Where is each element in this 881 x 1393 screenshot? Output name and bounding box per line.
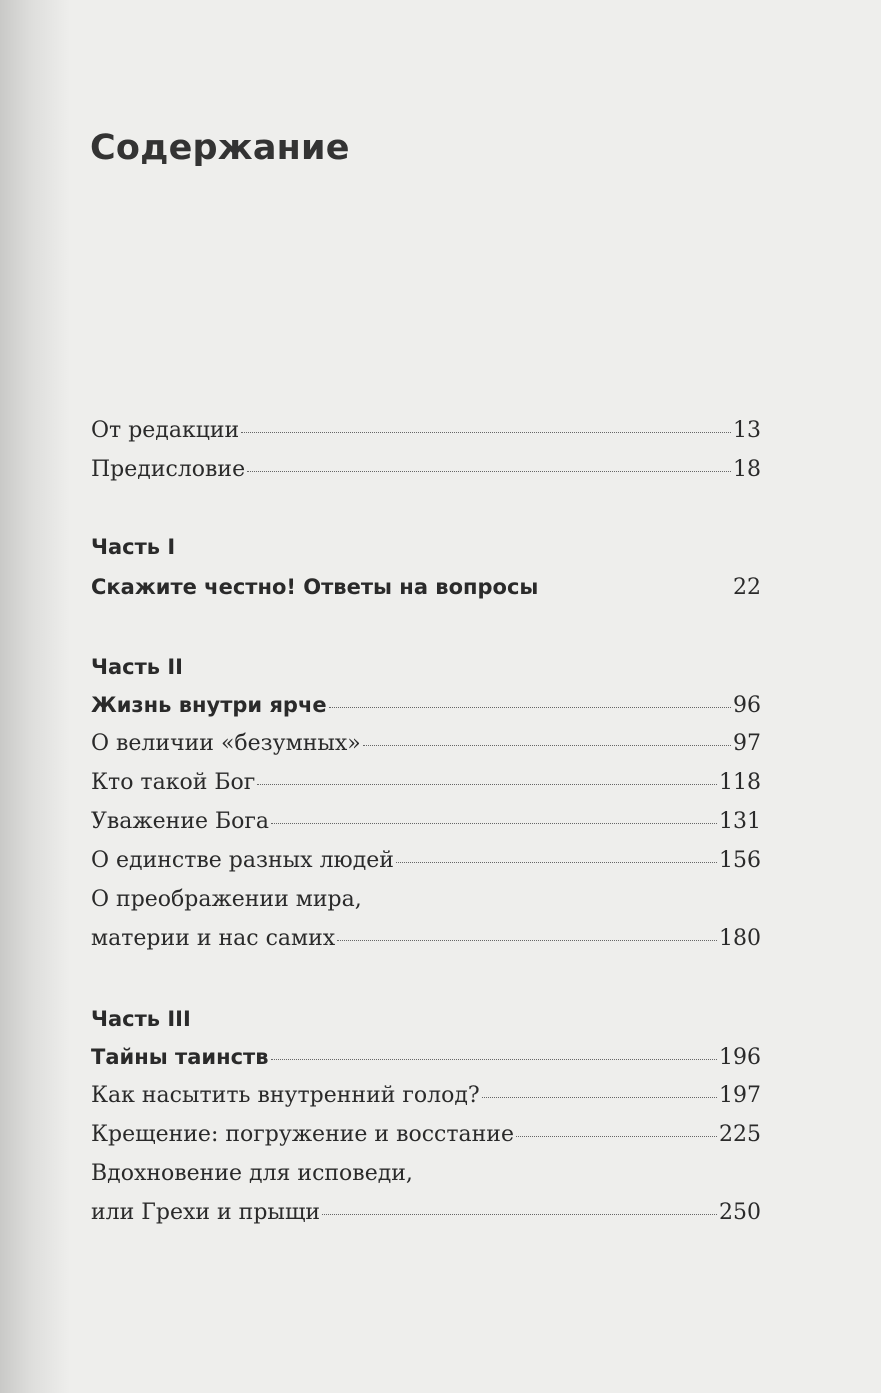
toc-entry-label: или Грехи и прыщи [91, 1200, 321, 1225]
dot-leader [241, 432, 731, 433]
toc-page-number: 96 [733, 693, 761, 718]
toc-entry-label: Кто такой Бог [91, 770, 256, 795]
toc-entry-label: Как насытить внутренний голод? [91, 1083, 480, 1108]
toc-section-mysteries[interactable] [91, 1042, 761, 1073]
toc-page-number: 196 [719, 1045, 761, 1070]
dot-leader [363, 745, 731, 746]
dot-leader [322, 1214, 717, 1215]
toc-entry-label: От редакции [91, 418, 240, 443]
toc-entry-preface[interactable] [91, 455, 761, 485]
toc-entry-baptism[interactable] [91, 1120, 761, 1150]
toc-page-number: 13 [733, 418, 761, 443]
toc-page-number: 156 [719, 848, 761, 873]
toc-entry-label: О величии «безумных» [91, 731, 361, 756]
toc-page-number: 118 [719, 770, 761, 795]
toc-entry-label: Предисловие [91, 457, 246, 482]
toc-page-number: 97 [733, 731, 761, 756]
toc-entry-respect-god[interactable] [91, 807, 761, 837]
toc-entry-label: Крещение: погружение и восстание [91, 1122, 514, 1147]
toc-entry-label: материи и нас самих [91, 926, 336, 951]
toc-entry-inner-hunger[interactable] [91, 1081, 761, 1111]
dot-leader [271, 823, 717, 824]
toc-page-number: 197 [719, 1083, 761, 1108]
toc-page-number: 131 [719, 809, 761, 834]
toc-entry-confession[interactable] [91, 1198, 761, 1228]
toc-page-number: 250 [719, 1200, 761, 1225]
toc-entry-editorial[interactable] [91, 416, 761, 446]
toc-entry-unity[interactable] [91, 846, 761, 876]
toc-page-number: 180 [719, 926, 761, 951]
dot-leader [337, 940, 717, 941]
toc-entry-part1-answers[interactable] [91, 572, 761, 603]
dot-leader [516, 1136, 717, 1137]
toc-section-label: Жизнь внутри ярче [91, 693, 327, 717]
dot-leader [271, 1059, 718, 1060]
toc-entry-confession-line1 [91, 1159, 761, 1189]
part-heading-3: Часть III [91, 1007, 191, 1031]
toc-entry-transfiguration[interactable] [91, 924, 761, 954]
toc-page-number: 18 [733, 457, 761, 482]
toc-entry-who-is-god[interactable] [91, 768, 761, 798]
toc-page-number: 22 [733, 575, 761, 600]
dot-leader [329, 707, 731, 708]
toc-entry-greatness[interactable] [91, 729, 761, 759]
toc-entry-label: Уважение Бога [91, 809, 270, 834]
toc-entry-transfiguration-line1 [91, 885, 761, 915]
toc-page-number: 225 [719, 1122, 761, 1147]
part-heading-1: Часть I [91, 535, 176, 559]
toc-section-label: Тайны таинств [91, 1045, 269, 1069]
toc-entry-label: О единстве разных людей [91, 848, 394, 873]
dot-leader [482, 1097, 717, 1098]
toc-section-life-inside[interactable] [91, 690, 761, 721]
toc-entry-label-line1: О преображении мира, [91, 887, 362, 912]
dot-leader [247, 471, 731, 472]
page-gutter-shadow [0, 0, 70, 1393]
dot-leader [396, 862, 717, 863]
part-heading-2: Часть II [91, 655, 183, 679]
toc-entry-label-line1: Вдохновение для исповеди, [91, 1161, 413, 1186]
toc-entry-label: Скажите честно! Ответы на вопросы [91, 575, 539, 599]
dot-leader [257, 784, 717, 785]
page-title: Содержание [90, 128, 350, 168]
